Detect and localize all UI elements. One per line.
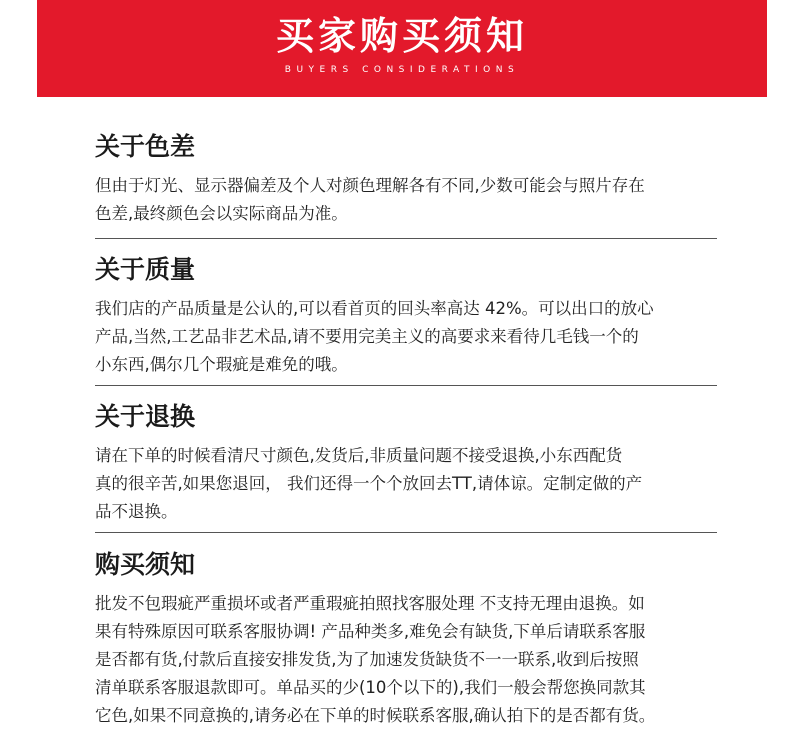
section-text-line: 我们店的产品质量是公认的,可以看首页的回头率高达 42%。可以出口的放心 (95, 299, 654, 318)
section-text-line: 它色,如果不同意换的,请务必在下单的时候联系客服,确认拍下的是否都有货。 (95, 706, 656, 725)
section-returns (95, 401, 735, 526)
banner-title: 买家购买须知 (275, 14, 528, 58)
section-purchase-notice (95, 549, 735, 730)
section-color-difference (95, 131, 735, 228)
banner-subtitle: BUYERS CONSIDERATIONS (284, 65, 520, 75)
section-divider (95, 385, 717, 386)
section-divider (95, 238, 717, 239)
section-text-line: 清单联系客服退款即可。单品买的少(10个以下的),我们一般会帮您换同款其 (95, 678, 646, 697)
section-heading: 关于色差 (95, 132, 196, 161)
header-banner (37, 0, 767, 97)
section-quality (95, 254, 735, 379)
section-text-line: 请在下单的时候看清尺寸颜色,发货后,非质量问题不接受退换,小东西配货 (95, 446, 623, 465)
section-text-line: 色差,最终颜色会以实际商品为准。 (95, 204, 348, 223)
section-text-line: 小东西,偶尔几个瑕疵是难免的哦。 (95, 355, 348, 374)
section-text-line: 批发不包瑕疵严重损坏或者严重瑕疵拍照找客服处理 不支持无理由退换。如 (95, 594, 645, 613)
section-text-line: 果有特殊原因可联系客服协调! 产品种类多,难免会有缺货,下单后请联系客服 (95, 622, 646, 641)
section-text-line: 是否都有货,付款后直接安排发货,为了加速发货缺货不一一联系,收到后按照 (95, 650, 639, 669)
section-heading: 购买须知 (95, 550, 196, 579)
section-text-line: 但由于灯光、显示器偏差及个人对颜色理解各有不同,少数可能会与照片存在 (95, 176, 645, 195)
section-text-line: 真的很辛苦,如果您退回， 我们还得一个个放回去TT,请体谅。定制定做的产 (95, 474, 643, 493)
section-text-line: 品不退换。 (95, 502, 178, 521)
section-heading: 关于质量 (95, 255, 196, 284)
section-heading: 关于退换 (95, 402, 196, 431)
section-divider (95, 532, 717, 533)
section-text-line: 产品,当然,工艺品非艺术品,请不要用完美主义的高要求来看待几毛钱一个的 (95, 327, 639, 346)
